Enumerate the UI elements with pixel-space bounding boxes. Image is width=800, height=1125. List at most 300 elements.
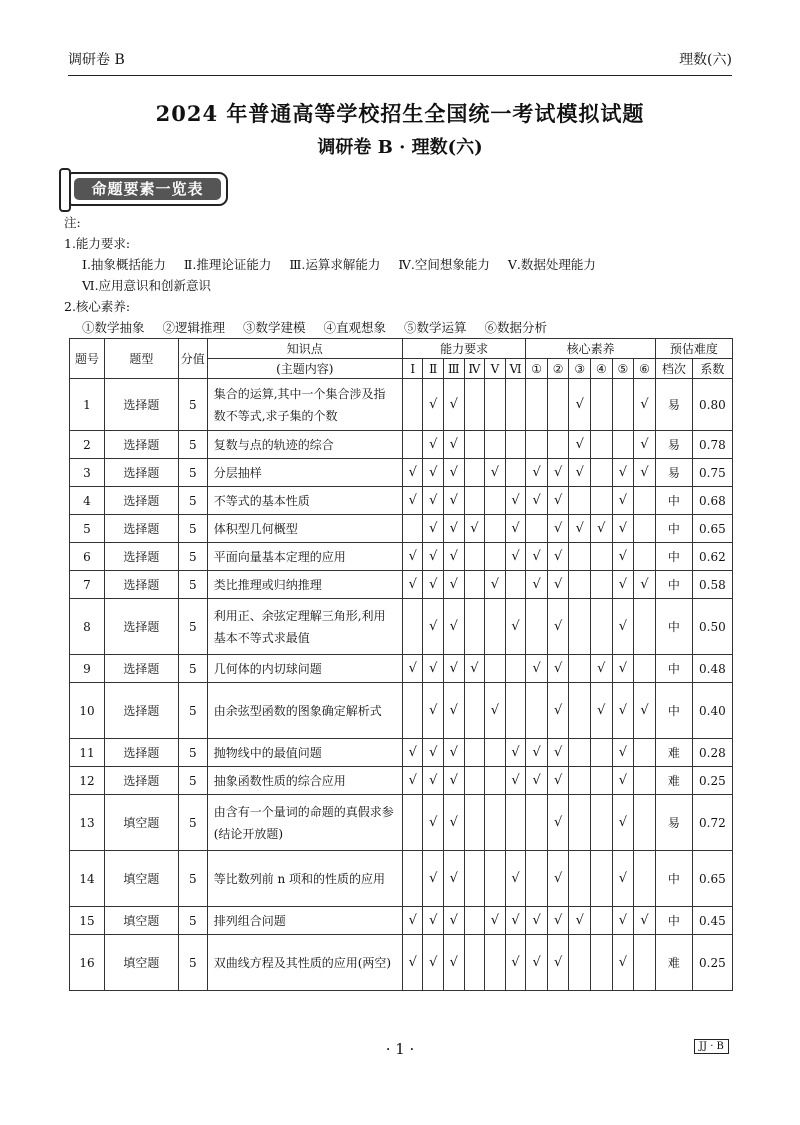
- cell-ability-check: [464, 795, 485, 851]
- cell-ability-check: √: [444, 599, 465, 655]
- literacy-item: ⑥数据分析: [484, 320, 548, 335]
- page-subtitle: 调研卷 B · 理数(六): [317, 137, 483, 158]
- cell-literacy-check: [591, 767, 613, 795]
- cell-ability-check: √: [444, 683, 465, 739]
- cell-ability-check: [464, 431, 485, 459]
- ability-col: Ⅰ: [402, 359, 423, 379]
- cell-literacy-check: √: [591, 515, 613, 543]
- ability-item: Ⅳ.空间想象能力: [398, 257, 490, 272]
- cell-score: 5: [178, 767, 207, 795]
- cell-ability-check: √: [423, 739, 444, 767]
- cell-literacy-check: [569, 795, 591, 851]
- cell-ability-check: [402, 379, 423, 431]
- col-header-type: 题型: [104, 339, 178, 379]
- cell-literacy-check: [526, 379, 548, 431]
- ability-item: Ⅴ.数据处理能力: [507, 257, 596, 272]
- cell-ability-check: [485, 599, 506, 655]
- cell-level: 中: [655, 851, 692, 907]
- cell-ability-check: √: [444, 767, 465, 795]
- cell-literacy-check: √: [634, 459, 656, 487]
- literacy-item: ④直观想象: [323, 320, 387, 335]
- cell-literacy-check: [526, 599, 548, 655]
- cell-literacy-check: [591, 431, 613, 459]
- ability-col: Ⅱ: [423, 359, 444, 379]
- cell-ability-check: [464, 767, 485, 795]
- cell-literacy-check: √: [612, 935, 634, 991]
- ability-list-line2: [64, 275, 744, 296]
- cell-type: 填空题: [104, 935, 178, 991]
- cell-coef: 0.48: [692, 655, 732, 683]
- ability-item: Ⅰ.抽象概括能力: [82, 257, 166, 272]
- cell-literacy-check: [591, 571, 613, 599]
- cell-ability-check: [464, 907, 485, 935]
- cell-knowledge: 类比推理或归纳推理: [207, 571, 402, 599]
- cell-ability-check: [505, 683, 526, 739]
- cell-literacy-check: [612, 431, 634, 459]
- cell-type: 选择题: [104, 739, 178, 767]
- cell-literacy-check: [547, 379, 569, 431]
- cell-literacy-check: √: [526, 543, 548, 571]
- cell-literacy-check: [569, 935, 591, 991]
- cell-ability-check: √: [444, 543, 465, 571]
- cell-type: 选择题: [104, 543, 178, 571]
- cell-literacy-check: √: [547, 655, 569, 683]
- cell-literacy-check: √: [612, 459, 634, 487]
- cell-literacy-check: √: [547, 543, 569, 571]
- cell-literacy-check: [634, 487, 656, 515]
- table-row: [70, 795, 733, 851]
- cell-no: 9: [70, 655, 105, 683]
- cell-literacy-check: √: [612, 739, 634, 767]
- cell-ability-check: √: [444, 851, 465, 907]
- cell-literacy-check: √: [547, 767, 569, 795]
- paper-code: JJ · B: [694, 1039, 729, 1054]
- cell-literacy-check: [591, 543, 613, 571]
- cell-level: 中: [655, 487, 692, 515]
- cell-literacy-check: √: [547, 683, 569, 739]
- cell-ability-check: √: [402, 907, 423, 935]
- cell-no: 4: [70, 487, 105, 515]
- cell-level: 中: [655, 571, 692, 599]
- cell-literacy-check: √: [569, 907, 591, 935]
- literacy-item: ⑤数学运算: [404, 320, 467, 335]
- cell-ability-check: [464, 739, 485, 767]
- requirements-table: [69, 338, 733, 991]
- table-row: [70, 655, 733, 683]
- cell-ability-check: √: [444, 459, 465, 487]
- cell-literacy-check: √: [526, 935, 548, 991]
- cell-ability-check: √: [464, 515, 485, 543]
- cell-level: 中: [655, 907, 692, 935]
- cell-literacy-check: √: [547, 907, 569, 935]
- cell-ability-check: [402, 795, 423, 851]
- cell-literacy-check: [569, 543, 591, 571]
- cell-type: 选择题: [104, 571, 178, 599]
- cell-score: 5: [178, 907, 207, 935]
- cell-ability-check: [464, 851, 485, 907]
- cell-score: 5: [178, 795, 207, 851]
- cell-knowledge: 不等式的基本性质: [207, 487, 402, 515]
- cell-ability-check: [485, 739, 506, 767]
- cell-ability-check: [505, 431, 526, 459]
- cell-ability-check: [402, 431, 423, 459]
- literacy-item: ①数学抽象: [82, 320, 145, 335]
- cell-literacy-check: [526, 851, 548, 907]
- cell-knowledge: 由余弦型函数的图象确定解析式: [207, 683, 402, 739]
- table-row: [70, 851, 733, 907]
- cell-literacy-check: √: [591, 683, 613, 739]
- cell-ability-check: √: [423, 487, 444, 515]
- cell-literacy-check: [547, 431, 569, 459]
- cell-type: 选择题: [104, 767, 178, 795]
- cell-literacy-check: [526, 431, 548, 459]
- cell-literacy-check: √: [634, 379, 656, 431]
- cell-ability-check: √: [423, 431, 444, 459]
- cell-ability-check: [485, 935, 506, 991]
- cell-ability-check: [485, 487, 506, 515]
- cell-level: 中: [655, 683, 692, 739]
- cell-score: 5: [178, 935, 207, 991]
- cell-score: 5: [178, 739, 207, 767]
- cell-level: 难: [655, 767, 692, 795]
- cell-literacy-check: √: [547, 571, 569, 599]
- literacy-col: ②: [547, 359, 569, 379]
- cell-ability-check: √: [444, 431, 465, 459]
- cell-level: 难: [655, 935, 692, 991]
- header-right: 理数(六): [679, 52, 732, 68]
- cell-coef: 0.72: [692, 795, 732, 851]
- cell-literacy-check: √: [547, 599, 569, 655]
- section-banner: [64, 172, 228, 206]
- cell-knowledge: 等比数列前 n 项和的性质的应用: [207, 851, 402, 907]
- cell-ability-check: √: [402, 459, 423, 487]
- cell-literacy-check: √: [612, 795, 634, 851]
- cell-level: 中: [655, 515, 692, 543]
- cell-literacy-check: √: [526, 655, 548, 683]
- cell-literacy-check: [634, 795, 656, 851]
- cell-knowledge: 平面向量基本定理的应用: [207, 543, 402, 571]
- cell-coef: 0.25: [692, 767, 732, 795]
- cell-level: 易: [655, 379, 692, 431]
- cell-ability-check: √: [444, 515, 465, 543]
- cell-literacy-check: [591, 459, 613, 487]
- cell-no: 3: [70, 459, 105, 487]
- cell-no: 7: [70, 571, 105, 599]
- cell-literacy-check: √: [547, 515, 569, 543]
- cell-literacy-check: √: [569, 379, 591, 431]
- cell-ability-check: √: [423, 683, 444, 739]
- cell-ability-check: √: [423, 935, 444, 991]
- cell-coef: 0.45: [692, 907, 732, 935]
- literacy-col: ⑤: [612, 359, 634, 379]
- literacy-title: 2.核心素养:: [64, 299, 131, 314]
- cell-coef: 0.50: [692, 599, 732, 655]
- cell-no: 11: [70, 739, 105, 767]
- cell-knowledge: 分层抽样: [207, 459, 402, 487]
- cell-ability-check: [402, 683, 423, 739]
- table-row: [70, 459, 733, 487]
- cell-literacy-check: √: [612, 655, 634, 683]
- cell-literacy-check: [634, 935, 656, 991]
- cell-score: 5: [178, 459, 207, 487]
- cell-literacy-check: [591, 795, 613, 851]
- ability-list: [64, 254, 744, 275]
- cell-ability-check: √: [444, 907, 465, 935]
- cell-literacy-check: √: [612, 599, 634, 655]
- cell-literacy-check: [569, 739, 591, 767]
- cell-coef: 0.28: [692, 739, 732, 767]
- cell-ability-check: √: [485, 907, 506, 935]
- cell-score: 5: [178, 599, 207, 655]
- cell-ability-check: [464, 935, 485, 991]
- ability-col: Ⅲ: [444, 359, 465, 379]
- table-row: [70, 739, 733, 767]
- cell-coef: 0.75: [692, 459, 732, 487]
- cell-knowledge: 几何体的内切球问题: [207, 655, 402, 683]
- cell-coef: 0.78: [692, 431, 732, 459]
- cell-no: 6: [70, 543, 105, 571]
- cell-type: 选择题: [104, 599, 178, 655]
- cell-no: 10: [70, 683, 105, 739]
- notes-section: [64, 212, 744, 338]
- cell-ability-check: √: [423, 543, 444, 571]
- cell-literacy-check: [569, 851, 591, 907]
- cell-literacy-check: [634, 767, 656, 795]
- cell-coef: 0.65: [692, 851, 732, 907]
- table-row: [70, 379, 733, 431]
- cell-literacy-check: [634, 543, 656, 571]
- diff-col-level: 档次: [655, 359, 692, 379]
- cell-type: 选择题: [104, 655, 178, 683]
- ability-col: Ⅳ: [464, 359, 485, 379]
- cell-ability-check: √: [464, 655, 485, 683]
- cell-type: 填空题: [104, 795, 178, 851]
- cell-ability-check: √: [505, 543, 526, 571]
- col-header-difficulty: 预估难度: [655, 339, 732, 359]
- cell-ability-check: √: [444, 571, 465, 599]
- cell-ability-check: √: [485, 571, 506, 599]
- cell-ability-check: √: [505, 739, 526, 767]
- cell-ability-check: [464, 487, 485, 515]
- cell-literacy-check: [569, 599, 591, 655]
- cell-literacy-check: √: [634, 431, 656, 459]
- cell-literacy-check: √: [612, 907, 634, 935]
- cell-ability-check: √: [505, 487, 526, 515]
- diff-col-coef: 系数: [692, 359, 732, 379]
- literacy-list: [64, 317, 744, 338]
- cell-ability-check: √: [423, 599, 444, 655]
- cell-ability-check: [464, 683, 485, 739]
- cell-ability-check: √: [444, 487, 465, 515]
- cell-score: 5: [178, 379, 207, 431]
- cell-ability-check: [485, 851, 506, 907]
- cell-knowledge: 抽象函数性质的综合应用: [207, 767, 402, 795]
- cell-ability-check: [402, 515, 423, 543]
- cell-no: 12: [70, 767, 105, 795]
- cell-literacy-check: [526, 683, 548, 739]
- cell-ability-check: √: [423, 459, 444, 487]
- table-row: [70, 599, 733, 655]
- table-row: [70, 767, 733, 795]
- cell-coef: 0.62: [692, 543, 732, 571]
- cell-literacy-check: √: [526, 739, 548, 767]
- cell-level: 易: [655, 795, 692, 851]
- cell-ability-check: √: [423, 795, 444, 851]
- cell-literacy-check: √: [634, 907, 656, 935]
- cell-no: 13: [70, 795, 105, 851]
- cell-type: 填空题: [104, 907, 178, 935]
- cell-ability-check: [505, 655, 526, 683]
- cell-ability-check: √: [423, 767, 444, 795]
- cell-score: 5: [178, 851, 207, 907]
- cell-ability-check: √: [402, 571, 423, 599]
- cell-literacy-check: [591, 907, 613, 935]
- cell-level: 易: [655, 431, 692, 459]
- cell-ability-check: [402, 851, 423, 907]
- cell-literacy-check: √: [547, 459, 569, 487]
- cell-ability-check: [402, 599, 423, 655]
- ability-item: Ⅱ.推理论证能力: [183, 257, 272, 272]
- cell-literacy-check: √: [569, 515, 591, 543]
- cell-literacy-check: [526, 515, 548, 543]
- table-row: [70, 571, 733, 599]
- cell-ability-check: √: [402, 543, 423, 571]
- cell-ability-check: [485, 431, 506, 459]
- cell-ability-check: √: [505, 515, 526, 543]
- cell-ability-check: √: [485, 683, 506, 739]
- cell-literacy-check: [634, 851, 656, 907]
- ability-title: 1.能力要求:: [64, 236, 131, 251]
- table-row: [70, 487, 733, 515]
- col-header-ability: 能力要求: [402, 339, 525, 359]
- cell-type: 选择题: [104, 459, 178, 487]
- cell-literacy-check: [634, 515, 656, 543]
- cell-type: 选择题: [104, 431, 178, 459]
- cell-literacy-check: [634, 599, 656, 655]
- cell-literacy-check: √: [612, 543, 634, 571]
- cell-ability-check: √: [402, 487, 423, 515]
- cell-ability-check: √: [444, 795, 465, 851]
- cell-ability-check: √: [402, 655, 423, 683]
- cell-score: 5: [178, 515, 207, 543]
- cell-knowledge: 复数与点的轨迹的综合: [207, 431, 402, 459]
- cell-type: 填空题: [104, 851, 178, 907]
- cell-literacy-check: √: [634, 683, 656, 739]
- cell-ability-check: [464, 459, 485, 487]
- cell-ability-check: √: [423, 851, 444, 907]
- cell-literacy-check: √: [526, 767, 548, 795]
- cell-level: 中: [655, 599, 692, 655]
- cell-ability-check: [485, 543, 506, 571]
- cell-knowledge: 排列组合问题: [207, 907, 402, 935]
- col-header-literacy: 核心素养: [526, 339, 656, 359]
- literacy-item: ③数学建模: [243, 320, 306, 335]
- cell-ability-check: [485, 795, 506, 851]
- table-row: [70, 431, 733, 459]
- cell-literacy-check: √: [547, 795, 569, 851]
- cell-level: 中: [655, 655, 692, 683]
- page-number: · 1 ·: [385, 1040, 415, 1058]
- cell-no: 14: [70, 851, 105, 907]
- cell-literacy-check: [569, 487, 591, 515]
- cell-literacy-check: √: [591, 655, 613, 683]
- cell-no: 5: [70, 515, 105, 543]
- cell-ability-check: [505, 571, 526, 599]
- cell-score: 5: [178, 487, 207, 515]
- cell-no: 2: [70, 431, 105, 459]
- cell-literacy-check: √: [634, 571, 656, 599]
- cell-literacy-check: √: [612, 851, 634, 907]
- cell-coef: 0.58: [692, 571, 732, 599]
- cell-literacy-check: √: [569, 459, 591, 487]
- cell-score: 5: [178, 431, 207, 459]
- cell-score: 5: [178, 571, 207, 599]
- col-header-no: 题号: [70, 339, 105, 379]
- cell-ability-check: [464, 571, 485, 599]
- cell-ability-check: √: [505, 599, 526, 655]
- scroll-rod-decoration: [59, 168, 71, 212]
- col-header-score: 分值: [178, 339, 207, 379]
- cell-ability-check: √: [444, 935, 465, 991]
- cell-knowledge: 抛物线中的最值问题: [207, 739, 402, 767]
- literacy-col: ④: [591, 359, 613, 379]
- cell-ability-check: √: [444, 655, 465, 683]
- cell-literacy-check: [569, 767, 591, 795]
- col-header-knowledge: 知识点: [207, 339, 402, 359]
- cell-literacy-check: [591, 379, 613, 431]
- page-header: [68, 45, 732, 76]
- cell-literacy-check: √: [526, 459, 548, 487]
- cell-coef: 0.25: [692, 935, 732, 991]
- cell-coef: 0.40: [692, 683, 732, 739]
- table-row: [70, 515, 733, 543]
- cell-ability-check: [485, 379, 506, 431]
- cell-type: 选择题: [104, 379, 178, 431]
- cell-ability-check: √: [505, 851, 526, 907]
- col-header-knowledge-sub: (主题内容): [207, 359, 402, 379]
- cell-ability-check: √: [444, 379, 465, 431]
- cell-ability-check: [485, 515, 506, 543]
- cell-ability-check: √: [402, 767, 423, 795]
- cell-literacy-check: [569, 571, 591, 599]
- cell-literacy-check: [591, 935, 613, 991]
- cell-ability-check: √: [505, 907, 526, 935]
- literacy-col: ③: [569, 359, 591, 379]
- ability-item: Ⅵ.应用意识和创新意识: [82, 278, 212, 293]
- cell-type: 选择题: [104, 515, 178, 543]
- literacy-col: ①: [526, 359, 548, 379]
- cell-ability-check: √: [423, 515, 444, 543]
- cell-level: 易: [655, 459, 692, 487]
- cell-ability-check: √: [402, 739, 423, 767]
- cell-literacy-check: [591, 851, 613, 907]
- cell-literacy-check: √: [526, 487, 548, 515]
- cell-literacy-check: √: [547, 739, 569, 767]
- cell-ability-check: √: [444, 739, 465, 767]
- cell-literacy-check: √: [612, 515, 634, 543]
- cell-knowledge: 集合的运算,其中一个集合涉及指数不等式,求子集的个数: [207, 379, 402, 431]
- cell-knowledge: 体积型几何概型: [207, 515, 402, 543]
- cell-literacy-check: [634, 739, 656, 767]
- cell-no: 8: [70, 599, 105, 655]
- literacy-item: ②逻辑推理: [162, 320, 226, 335]
- cell-score: 5: [178, 543, 207, 571]
- cell-no: 1: [70, 379, 105, 431]
- header-left: 调研卷 B: [68, 52, 125, 68]
- cell-literacy-check: [526, 795, 548, 851]
- cell-ability-check: √: [423, 655, 444, 683]
- cell-knowledge: 由含有一个量词的命题的真假求参(结论开放题): [207, 795, 402, 851]
